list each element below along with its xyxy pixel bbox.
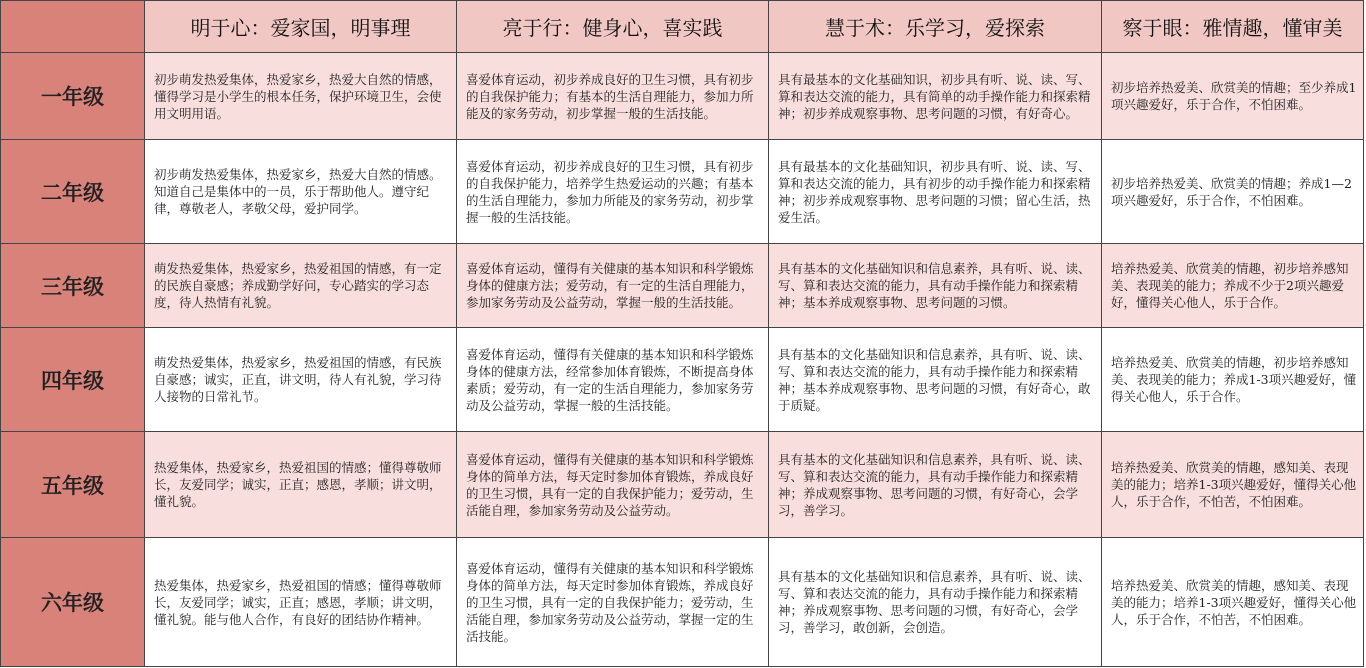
table-cell — [457, 432, 769, 538]
header-skill: 慧于术：乐学习，爱探索 — [769, 1, 1102, 53]
cell-text: 初步培养热爱美、欣赏美的情趣；至少养成1项兴趣爱好，乐于合作，不怕困难。 — [1111, 80, 1357, 112]
table-cell — [145, 328, 457, 432]
cell-text: 喜爱体育运动，初步养成良好的卫生习惯，具有初步的自我保护能力；有基本的生活自理能力，参加力所能及的家务劳动，初步掌握一般的生活技能。 — [466, 71, 754, 121]
table-cell — [1102, 53, 1364, 140]
grade-label: 二年级 — [1, 140, 145, 244]
table-cell — [769, 53, 1102, 140]
cell-text: 具有最基本的文化基础知识，初步具有听、说、读、写、算和表达交流的能力，具有简单的动手操作能力和探索精神；初步养成观察事物、思考问题的习惯，有好奇心。 — [778, 71, 1091, 121]
table-cell — [1102, 244, 1364, 328]
table-row — [1, 432, 1364, 538]
cell-text: 热爱集体，热爱家乡，热爱祖国的情感；懂得尊敬师长，友爱同学；诚实，正直；感恩，孝顺；讲文明，懂礼貌。 — [154, 460, 442, 509]
table-cell — [145, 432, 457, 538]
cell-text: 具有基本的文化基础知识和信息素养，具有听、说、读、写、算和表达交流的能力，具有动手操作能力和探索精神；养成观察事物、思考问题的习惯，有好奇心，会学习，善学习，敢创新，会创造。 — [778, 569, 1091, 635]
cell-text: 萌发热爱集体，热爱家乡，热爱祖国的情感，有民族自豪感；诚实，正直，讲文明，待人有礼貌，学习待人接物的日常礼节。 — [154, 355, 442, 404]
cell-text: 喜爱体育运动，懂得有关健康的基本知识和科学锻炼身体的简单方法，每天定时参加体育锻炼，养成良好的卫生习惯，具有一定的自我保护能力；爱劳动，生活能自理，参加家务劳动及公益劳动，掌握一定的生活技能。 — [466, 560, 754, 644]
table-cell — [457, 140, 769, 244]
corner-cell — [1, 1, 145, 53]
table-cell — [1102, 328, 1364, 432]
header-eye: 察于眼：雅情趣，懂审美 — [1102, 1, 1364, 53]
table-cell — [145, 140, 457, 244]
table-cell — [769, 538, 1102, 667]
table-cell — [145, 538, 457, 667]
cell-text: 喜爱体育运动，懂得有关健康的基本知识和科学锻炼身体的健康方法，经常参加体育锻炼，不断提高身体素质；爱劳动，有一定的生活自理能力，参加家务劳动及公益劳动，掌握一般的生活技能。 — [466, 346, 754, 413]
cell-text: 初步培养热爱美、欣赏美的情趣；养成1—2项兴趣爱好，乐于合作，不怕困难。 — [1111, 175, 1352, 208]
table-cell — [769, 140, 1102, 244]
cell-text: 初步萌发热爱集体，热爱家乡，热爱大自然的情感，懂得学习是小学生的根本任务，保护环境卫生，会使用文明用语。 — [154, 71, 442, 121]
cell-text: 喜爱体育运动，初步养成良好的卫生习惯，具有初步的自我保护能力，培养学生热爱运动的兴趣；有基本的生活自理能力，参加力所能及的家务劳动，初步掌握一般的生活技能。 — [466, 158, 754, 225]
cell-text: 初步萌发热爱集体，热爱家乡，热爱大自然的情感。知道自己是集体中的一员，乐于帮助他人。遵守纪律，尊敬老人，孝敬父母，爱护同学。 — [154, 167, 442, 216]
cell-text: 喜爱体育运动，懂得有关健康的基本知识和科学锻炼身体的健康方法；爱劳动，有一定的生活自理能力，参加家务劳动及公益劳动，掌握一般的生活技能。 — [466, 261, 754, 310]
table-row — [1, 140, 1364, 244]
cell-text: 培养热爱美、欣赏美的情趣，初步培养感知美、表现美的能力；养成不少于2项兴趣爱好，懂得关心他人，乐于合作。 — [1111, 261, 1349, 310]
table-cell — [145, 244, 457, 328]
cell-text: 培养热爱美、欣赏美的情趣，感知美、表现美的能力；培养1-3项兴趣爱好，懂得关心他人，乐于合作，不怕苦，不怕困难。 — [1111, 577, 1357, 627]
cell-text: 具有基本的文化基础知识和信息素养，具有听、说、读、写、算和表达交流的能力，具有动手操作能力和探索精神；基本养成观察事物、思考问题的习惯。 — [778, 261, 1091, 310]
table-cell — [769, 244, 1102, 328]
header-row — [1, 1, 1364, 53]
grade-label: 四年级 — [1, 328, 145, 432]
table-cell — [457, 328, 769, 432]
table-cell — [1102, 432, 1364, 538]
table-row — [1, 244, 1364, 328]
table-cell — [457, 244, 769, 328]
table-row — [1, 538, 1364, 667]
cell-text: 培养热爱美、欣赏美的情趣，感知美、表现美的能力；培养1-3项兴趣爱好，懂得关心他人，乐于合作，不怕苦，不怕困难。 — [1111, 460, 1357, 509]
table-cell — [457, 53, 769, 140]
cell-text: 具有最基本的文化基础知识，初步具有听、说、读、写、算和表达交流的能力，具有初步的动手操作能力和探索精神；初步养成观察事物、思考问题的习惯；留心生活，热爱生活。 — [778, 158, 1091, 225]
grade-label: 五年级 — [1, 432, 145, 538]
cell-text: 具有基本的文化基础知识和信息素养，具有听、说、读、写、算和表达交流的能力，具有动手操作能力和探索精神；养成观察事物、思考问题的习惯，有好奇心，会学习，善学习。 — [778, 451, 1091, 518]
cell-text: 具有基本的文化基础知识和信息素养，具有听、说、读、写、算和表达交流的能力，具有动手操作能力和探索精神；基本养成观察事物、思考问题的习惯，有好奇心，敢于质疑。 — [778, 346, 1091, 413]
grade-label: 六年级 — [1, 538, 145, 667]
table-cell — [1102, 538, 1364, 667]
cell-text: 培养热爱美、欣赏美的情趣，初步培养感知美、表现美的能力；养成1-3项兴趣爱好，懂得关心他人，乐于合作。 — [1111, 355, 1357, 404]
table-row — [1, 53, 1364, 140]
table-cell — [1102, 140, 1364, 244]
cell-text: 热爱集体，热爱家乡，热爱祖国的情感；懂得尊敬师长，友爱同学；诚实，正直；感恩，孝顺；讲文明，懂礼貌。能与他人合作，有良好的团结协作精神。 — [154, 577, 442, 627]
table-cell — [145, 53, 457, 140]
table-cell — [769, 432, 1102, 538]
header-action: 亮于行：健身心，喜实践 — [457, 1, 769, 53]
table-row — [1, 328, 1364, 432]
grade-label: 三年级 — [1, 244, 145, 328]
cell-text: 萌发热爱集体，热爱家乡，热爱祖国的情感，有一定的民族自豪感；养成勤学好问，专心踏实的学习态度，待人热情有礼貌。 — [154, 261, 442, 310]
table-cell — [457, 538, 769, 667]
cell-text: 喜爱体育运动，懂得有关健康的基本知识和科学锻炼身体的简单方法，每天定时参加体育锻炼，养成良好的卫生习惯，具有一定的自我保护能力；爱劳动，生活能自理，参加家务劳动及公益劳动。 — [466, 451, 754, 518]
table-cell — [769, 328, 1102, 432]
grade-label: 一年级 — [1, 53, 145, 140]
header-heart: 明于心：爱家国，明事理 — [145, 1, 457, 53]
